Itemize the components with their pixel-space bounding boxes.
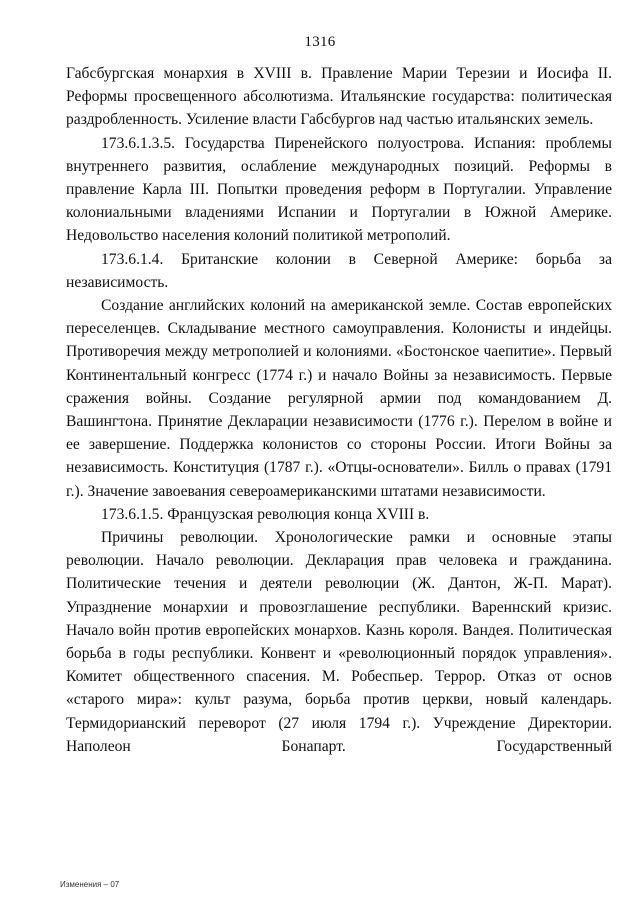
paragraph-american-independence: Создание английских колоний на американской земле. Состав европейских переселенцев. Складывание местного самоуправления. Колонисты и индейцы. Противоречия между метрополией и колониями. «Бостонское чаепитие». Первый Континентальный конгресс (1774 г.) и начало Войны за независимость. Первые сражения войны. Создание регулярной армии под командованием Д. Вашингтона. Принятие Декларации независимости (1776 г.). Перелом в войне и ее завершение. Поддержка колонистов со стороны России. Итоги Войны за независимость. Конституция (1787 г.). «Отцы-основатели». Билль о правах (1791 г.). Значение завоевания североамериканскими штатами независимости. (66, 297, 612, 500)
paragraph-french-revolution: Причины революции. Хронологические рамки и основные этапы революции. Начало революции. Декларация прав человека и гражданина. Политические течения и деятели революции (Ж. Дантон, Ж-П. Марат). Упразднение монархии и провозглашение республики. Вареннский кризис. Начало войн против европейских монархов. Казнь короля. Вандея. Политическая борьба в годы республики. Конвент и «революционный порядок управления». Комитет общественного спасения. М. Робеспьер. Террор. Отказ от основ «старого мира»: культ разума, борьба против церкви, новый календарь. Термидорианский переворот (27 июля 1794 г.). Учреждение Директории. Наполеон Бонапарт. Государственный (66, 529, 612, 755)
section-heading-french-revolution: 173.6.1.5. Французская революция конца XVIII в. (101, 505, 430, 523)
paragraph-iberian-states: 173.6.1.3.5. Государства Пиренейского полуострова. Испания: проблемы внутреннего развития, ослабление международных позиций. Реформы в правление Карла III. Попытки проведения реформ в Португалии. Управление колониальными владениями Испании и Португалии в Южной Америке. Недовольство населения колоний политикой метрополий. (66, 134, 612, 245)
document-body (66, 62, 612, 758)
page-number: 1316 (304, 34, 336, 50)
paragraph-habsburg-monarchy: Габсбургская монархия в XVIII в. Правление Марии Терезии и Иосифа II. Реформы просвещенного абсолютизма. Итальянские государства: политическая раздробленность. Усиление власти Габсбургов над частью итальянских земель. (66, 65, 612, 129)
section-heading-british-colonies: 173.6.1.4. Британские колонии в Северной Америке: борьба за независимость. (66, 250, 612, 291)
footer-revision-note: Изменения – 07 (60, 880, 120, 889)
